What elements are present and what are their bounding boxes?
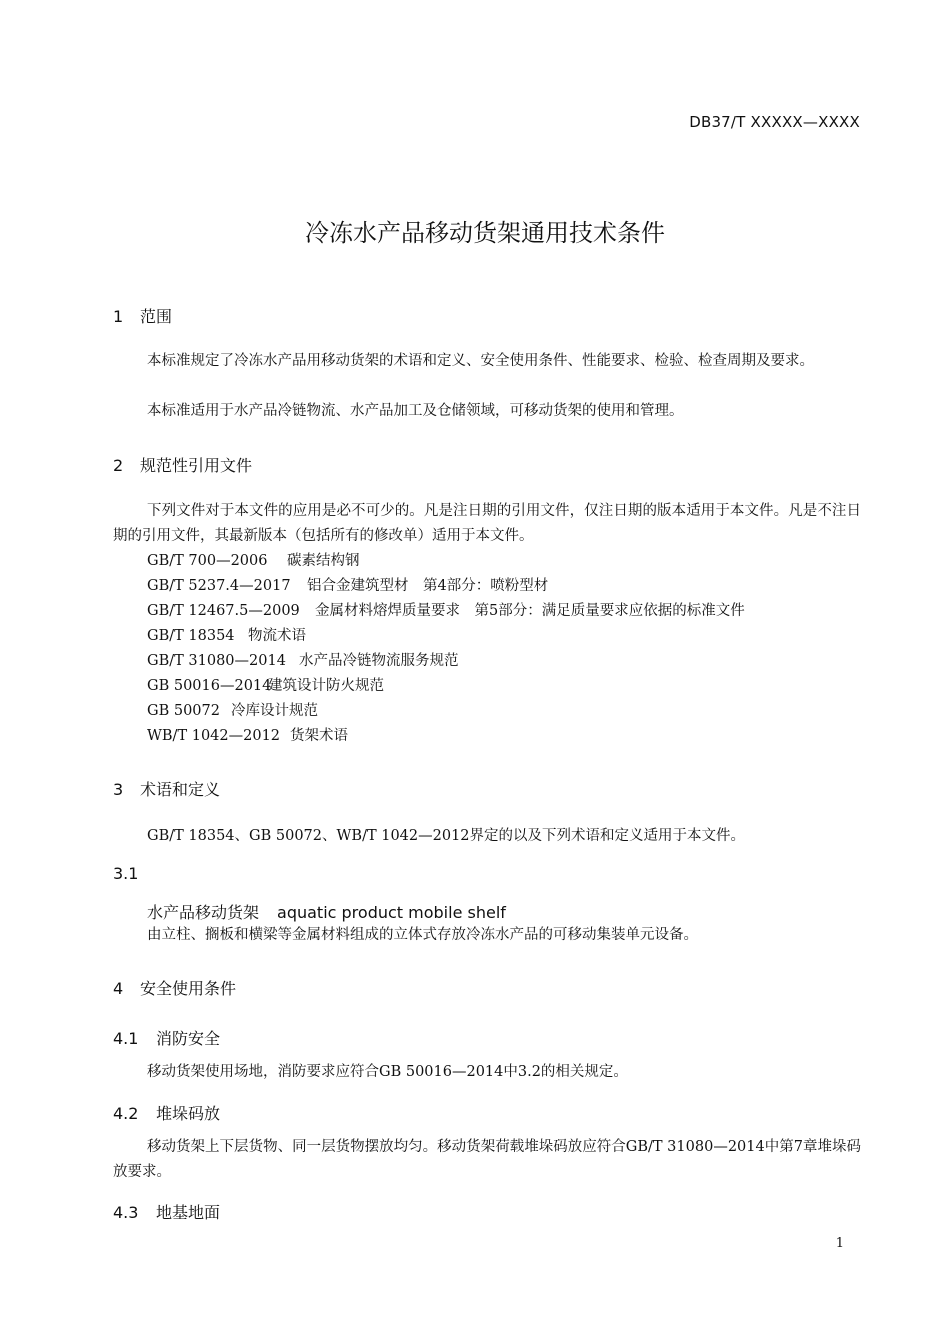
reference-item — [147, 549, 360, 574]
subsection-4-2-text: 移动货架上下层货物、同一层货物摆放均匀。移动货架荷载堆垛码放应符合GB/T 31080—2014中第7章堆垛码放要求。 — [113, 1139, 861, 1180]
reference-item — [147, 699, 318, 724]
reference-name: 物流术语 — [248, 628, 306, 644]
section-3-intro: GB/T 18354、GB 50072、WB/T 1042—2012界定的以及下列术语和定义适用于本文件。 — [147, 828, 746, 844]
reference-code: GB/T 18354 — [147, 628, 235, 644]
section-title: 安全使用条件 — [140, 979, 237, 998]
reference-name: 货架术语 — [290, 728, 348, 744]
term-english: aquatic product mobile shelf — [277, 903, 506, 922]
subsection-4-1-text: 移动货架使用场地，消防要求应符合GB 50016—2014中3.2的相关规定。 — [147, 1064, 628, 1080]
section-number: 4 — [113, 979, 124, 998]
subsection-4-1-heading — [113, 1026, 220, 1049]
reference-code: GB/T 31080—2014 — [147, 653, 286, 669]
reference-item — [147, 599, 745, 624]
reference-item — [147, 624, 306, 649]
subsection-4-2-heading — [113, 1101, 220, 1124]
section-1-paragraph-1: 本标准规定了冷冻水产品用移动货架的术语和定义、安全使用条件、性能要求、检验、检查周期及要求。 — [147, 353, 814, 369]
reference-item — [147, 724, 348, 749]
section-number: 3 — [113, 780, 124, 799]
section-number: 4.2 — [113, 1104, 139, 1123]
section-number: 2 — [113, 456, 124, 475]
section-number: 1 — [113, 307, 124, 326]
reference-code: GB/T 12467.5—2009 — [147, 603, 300, 619]
reference-name: 碳素结构钢 — [287, 553, 360, 569]
section-number: 4.1 — [113, 1029, 139, 1048]
document-code: DB37/T XXXXX—XXXX — [689, 113, 860, 131]
reference-name: 建筑设计防火规范 — [268, 678, 384, 694]
page-number: 1 — [835, 1236, 844, 1251]
section-1-paragraph-2: 本标准适用于水产品冷链物流、水产品加工及仓储领域，可移动货架的使用和管理。 — [147, 403, 684, 419]
section-2-intro: 下列文件对于本文件的应用是必不可少的。凡是注日期的引用文件，仅注日期的版本适用于本文件。凡是不注日期的引用文件，其最新版本（包括所有的修改单）适用于本文件。 — [113, 503, 861, 544]
reference-code: WB/T 1042—2012 — [147, 728, 281, 744]
section-1-heading — [113, 304, 172, 327]
term-definition: 由立柱、搁板和横梁等金属材料组成的立体式存放冷冻水产品的可移动集装单元设备。 — [147, 927, 698, 943]
section-title: 消防安全 — [156, 1029, 221, 1048]
reference-name: 水产品冷链物流服务规范 — [299, 653, 459, 669]
reference-item — [147, 649, 459, 674]
section-3-heading — [113, 777, 220, 800]
section-title: 地基地面 — [156, 1203, 221, 1222]
reference-item — [147, 674, 384, 699]
term-entry — [147, 900, 506, 923]
section-title: 术语和定义 — [140, 780, 221, 799]
section-4-heading — [113, 976, 236, 999]
reference-item — [147, 574, 548, 599]
subsection-4-3-heading — [113, 1200, 220, 1223]
term-chinese: 水产品移动货架 — [147, 903, 260, 922]
section-2-heading — [113, 453, 252, 476]
section-title: 范围 — [140, 307, 173, 326]
reference-code: GB/T 700—2006 — [147, 553, 268, 569]
reference-name: 冷库设计规范 — [231, 703, 318, 719]
subsection-3-1-number: 3.1 — [113, 864, 139, 883]
section-title: 堆垛码放 — [156, 1104, 221, 1123]
section-number: 4.3 — [113, 1203, 139, 1222]
reference-name: 铝合金建筑型材 第4部分：喷粉型材 — [307, 578, 549, 594]
reference-code: GB 50072 — [147, 703, 220, 719]
document-title: 冷冻水产品移动货架通用技术条件 — [305, 219, 665, 247]
reference-code: GB/T 5237.4—2017 — [147, 578, 291, 594]
section-title: 规范性引用文件 — [140, 456, 253, 475]
reference-name: 金属材料熔焊质量要求 第5部分：满足质量要求应依据的标准文件 — [315, 603, 745, 619]
reference-code: GB 50016—2014 — [147, 678, 272, 694]
